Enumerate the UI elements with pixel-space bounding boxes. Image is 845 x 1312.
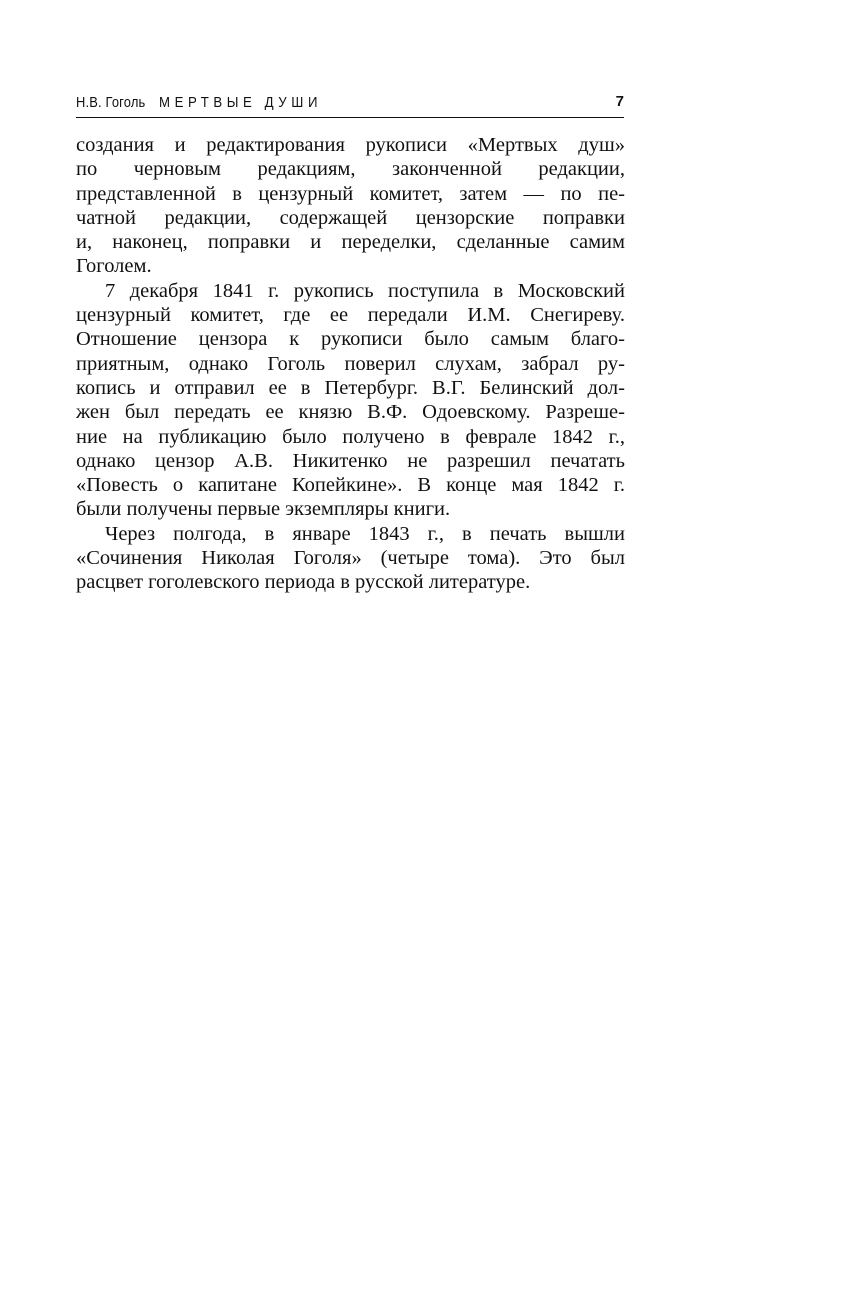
running-header xyxy=(76,93,624,118)
header-book-title: МЕРТВЫЕ ДУШИ xyxy=(159,94,323,111)
text-line: копись и отправил ее в Петербург. В.Г. Белинский дол- xyxy=(76,376,625,399)
text-line: жен был передать ее князю В.Ф. Одоевскому. Разреше- xyxy=(76,401,625,424)
text-line: «Повесть о капитане Копейкине». В конце мая 1842 г. xyxy=(76,474,625,497)
header-author: Н.В. Гоголь xyxy=(76,94,146,111)
text-line: были получены первые экземпляры книги. xyxy=(76,498,451,521)
text-line: 7 декабря 1841 г. рукопись поступила в Московский xyxy=(105,279,625,302)
text-line: однако цензор А.В. Никитенко не разрешил печатать xyxy=(76,449,625,472)
text-line: Отношение цензора к рукописи было самым благо- xyxy=(76,328,625,351)
text-line: «Сочинения Николая Гоголя» (четыре тома). Это был xyxy=(76,547,625,570)
text-line: ние на публикацию было получено в феврале 1842 г., xyxy=(76,425,625,448)
page-number: 7 xyxy=(615,93,624,110)
text-line: Гоголем. xyxy=(76,255,152,278)
body-text xyxy=(76,133,625,595)
text-line: чатной редакции, содержащей цензорские поправки xyxy=(76,206,625,229)
text-line: представленной в цензурный комитет, затем — по пе- xyxy=(76,182,625,205)
text-line: расцвет гоголевского периода в русской литературе. xyxy=(76,571,531,594)
text-line: цензурный комитет, где ее передали И.М. Снегиреву. xyxy=(76,304,625,327)
text-line: приятным, однако Гоголь поверил слухам, забрал ру- xyxy=(76,352,625,375)
text-line: Через полгода, в январе 1843 г., в печать вышли xyxy=(105,522,625,545)
text-line: и, наконец, поправки и переделки, сделанные самим xyxy=(76,231,625,254)
text-line: создания и редактирования рукописи «Мертвых душ» xyxy=(76,134,625,156)
text-line: по черновым редакциям, законченной редакции, xyxy=(76,158,625,181)
